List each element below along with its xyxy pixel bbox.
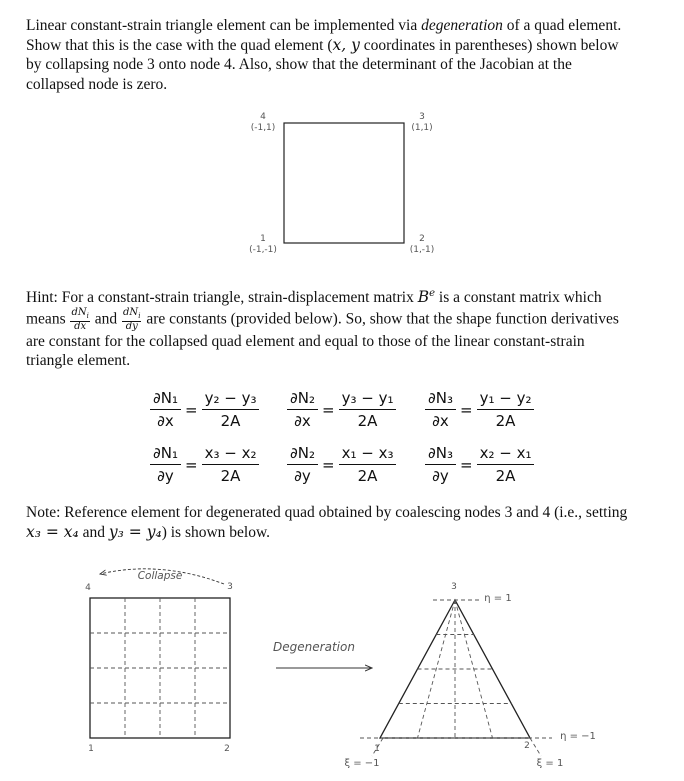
xi-right-label: ξ = 1 (536, 758, 564, 769)
intro-line-2: Show that this is the case with the quad element (x, y coordinates in parentheses) shown below (26, 35, 619, 54)
hint-line-1: Hint: For a constant-strain triangle, strain-displacement matrix $B^e$ is a constant matrix which (26, 288, 602, 307)
quad-node-3-id: 3 (419, 112, 425, 122)
hint-line-3: are constant for the collapsed quad element and equal to those of the linear constant-strain (26, 332, 585, 350)
equation-dn2-dx: $\frac{\text{∂N₂}}{\partial x}$ = $\frac{\text{y₃ − y₁}}{2A}$ (287, 389, 396, 430)
intro-line-1: Linear constant-strain triangle element can be implemented via degeneration of a quad element. (26, 17, 622, 34)
equation-dn1-dy: $\frac{\text{∂N₁}}{\partial y}$ = $\frac{\text{x₃ − x₂}}{2A}$ (150, 444, 259, 485)
note-math-y3-y4: y₃ = y₄ (108, 522, 162, 541)
quad-node-1-id: 1 (260, 234, 266, 244)
quad-node-2-label: 2 (224, 744, 230, 754)
hint-math-b-sup: e (429, 288, 436, 299)
quad-node-1-label: 1 (88, 744, 94, 754)
eta-top-label: η = 1 (484, 593, 512, 604)
intro-emphasis: degeneration (421, 17, 503, 34)
tri-node-2-label: 2 (524, 741, 530, 751)
collapse-label: Collapse (137, 570, 183, 582)
intro-line-4: collapsed node is zero. (26, 75, 168, 93)
quad-node-2-id: 2 (419, 234, 425, 244)
quad-node-4-label: 4 (85, 583, 91, 593)
hint-math-b: B (417, 288, 430, 307)
hint-frac-dni-dx: $\frac{dN_i}{dx}$ (71, 306, 89, 332)
note-line-2: x₃ = x₄ and y₃ = y₄) is shown below. (26, 522, 271, 541)
equation-dn2-dy: $\frac{\text{∂N₂}}{\partial y}$ = $\frac{\text{x₁ − x₃}}{2A}$ (287, 444, 396, 485)
quad-node-4-coord: (-1,1) (250, 123, 276, 133)
equation-dn1-dx: $\frac{\text{∂N₁}}{\partial x}$ = $\frac{\text{y₂ − y₃}}{2A}$ (150, 389, 259, 430)
intro-line-3: by collapsing node 3 onto node 4. Also, show that the determinant of the Jacobian at the (26, 56, 572, 73)
quad-node-2-coord: (1,-1) (409, 245, 435, 255)
degenerated-triangle (360, 600, 552, 756)
degeneration-label: Degeneration (273, 640, 355, 654)
tri-node-3-label: 3 (451, 582, 457, 592)
quad-node-4-id: 4 (260, 112, 266, 122)
xi-left-label: ξ = −1 (344, 758, 380, 769)
note-line-1: Note: Reference element for degenerated quad obtained by coalescing nodes 3 and 4 (i.e., setting (26, 504, 628, 521)
eta-bottom-label: η = −1 (560, 731, 596, 742)
quad-node-3-coord: (1,1) (411, 123, 433, 133)
tri-node-1-label: 1 (374, 744, 380, 754)
hint-line-2: means $\frac{dN_i}{dx}$ and $\frac{dN_i}{dy}$ are constants (provided below). So, show that the shape function derivatives (26, 306, 619, 332)
hint-line-4: triangle element. (26, 352, 131, 370)
hint-frac-dni-dy: $\frac{dN_i}{dy}$ (123, 306, 141, 332)
note-math-x3-x4: x₃ = x₄ (26, 522, 79, 541)
equation-dn3-dx: $\frac{\text{∂N₃}}{\partial x}$ = $\frac{\text{y₁ − y₂}}{2A}$ (425, 389, 534, 430)
quad-node-3-label: 3 (227, 582, 233, 592)
quad-node-1-coord: (-1,-1) (249, 245, 277, 255)
equation-dn3-dy: $\frac{\text{∂N₃}}{\partial y}$ = $\frac{\text{x₂ − x₁}}{2A}$ (425, 444, 534, 485)
intro-math-xy: x, y (332, 35, 360, 54)
reference-quad (90, 569, 230, 738)
